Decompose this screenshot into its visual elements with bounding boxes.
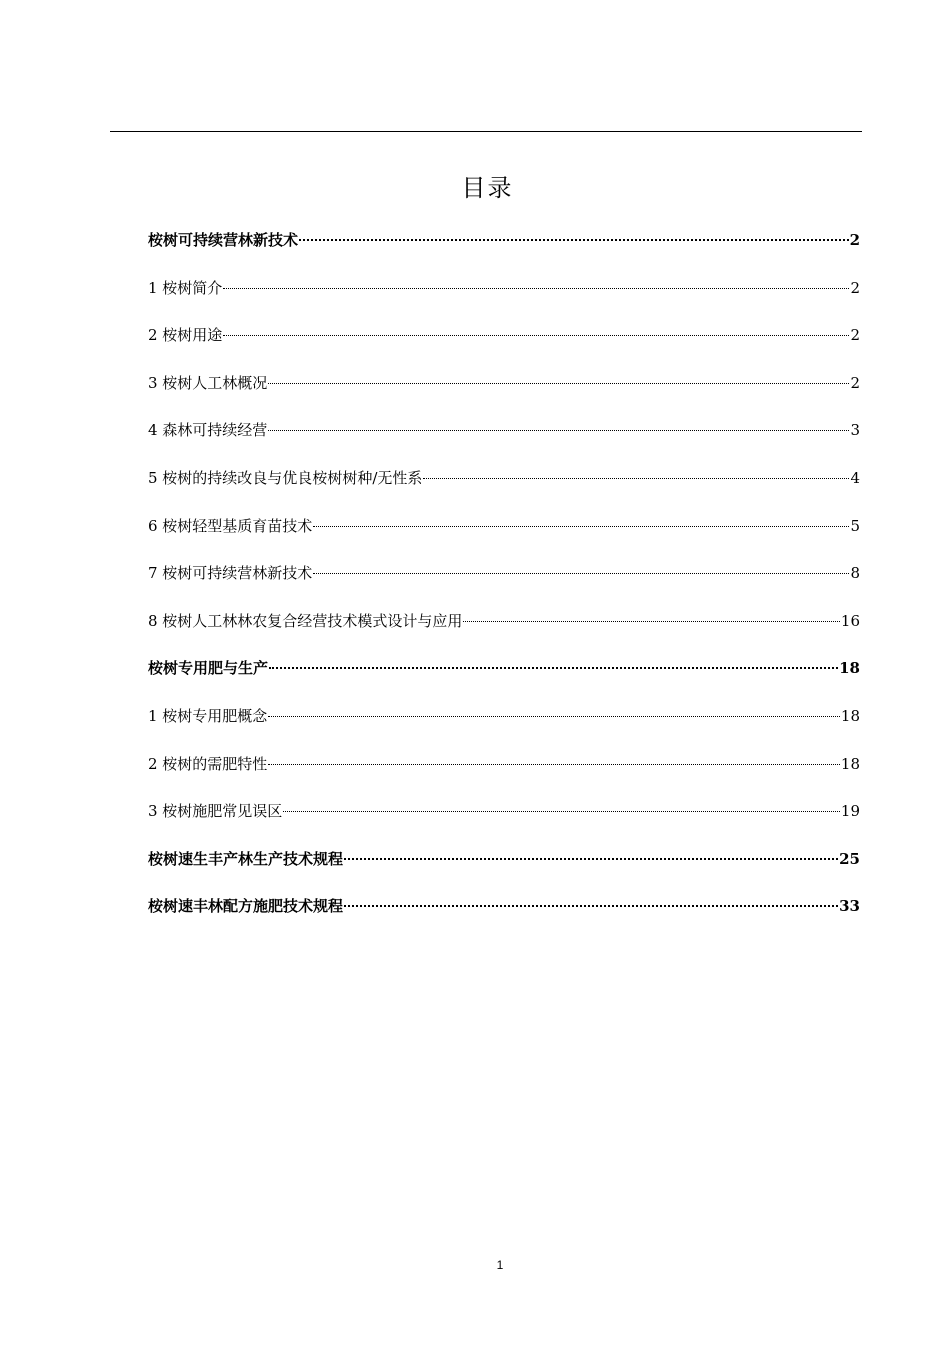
toc-entry-label: 桉树速生丰产林生产技术规程 xyxy=(148,849,344,868)
toc-entry[interactable] xyxy=(148,321,860,369)
toc-entry-page: 25 xyxy=(839,849,860,868)
toc-dot-leader xyxy=(283,811,840,812)
toc-entry-label: 3 桉树人工林概况 xyxy=(148,373,268,392)
toc-entry-page: 2 xyxy=(850,373,860,392)
toc-dot-leader xyxy=(269,667,838,669)
toc-entry-label: 桉树速丰林配方施肥技术规程 xyxy=(148,897,344,916)
toc-entry-label: 3 桉树施肥常见误区 xyxy=(148,802,283,821)
toc-entry-page: 2 xyxy=(849,231,860,249)
toc-entry[interactable] xyxy=(148,226,860,274)
toc-entry[interactable] xyxy=(148,274,860,322)
toc-entry[interactable] xyxy=(148,845,860,893)
toc-dot-leader xyxy=(268,716,840,717)
toc-dot-leader xyxy=(223,335,849,336)
toc-entry-label: 2 桉树的需肥特性 xyxy=(148,754,268,773)
toc-entry-label: 4 森林可持续经营 xyxy=(148,421,268,440)
toc-entry[interactable] xyxy=(148,369,860,417)
toc-entry-label: 8 桉树人工林林农复合经营技术模式设计与应用 xyxy=(148,611,463,630)
toc-dot-leader xyxy=(268,764,840,765)
toc-dot-leader xyxy=(344,905,838,907)
toc-entry-page: 2 xyxy=(850,278,860,297)
toc-entry-label: 桉树专用肥与生产 xyxy=(148,659,269,678)
toc-entry[interactable] xyxy=(148,702,860,750)
toc-entry-label: 1 桉树简介 xyxy=(148,278,223,297)
toc-entry[interactable] xyxy=(148,892,860,940)
toc-entry-label: 桉树可持续营林新技术 xyxy=(148,231,299,249)
toc-dot-leader xyxy=(344,858,838,860)
toc-entry-page: 18 xyxy=(840,754,860,773)
toc-entry-label: 1 桉树专用肥概念 xyxy=(148,706,268,725)
toc-entry[interactable] xyxy=(148,512,860,560)
toc-dot-leader xyxy=(313,526,849,527)
toc-entry-page: 19 xyxy=(840,802,860,821)
toc-entry-page: 4 xyxy=(850,468,860,487)
toc-entry-page: 18 xyxy=(840,706,860,725)
toc-entry-page: 3 xyxy=(850,421,860,440)
toc-entry-label: 7 桉树可持续营林新技术 xyxy=(148,564,313,583)
toc-entry[interactable] xyxy=(148,797,860,845)
toc-dot-leader xyxy=(299,239,849,241)
toc-dot-leader xyxy=(223,288,849,289)
toc-entry[interactable] xyxy=(148,559,860,607)
toc-entry-label: 5 桉树的持续改良与优良桉树树种/无性系 xyxy=(148,468,423,487)
toc-dot-leader xyxy=(268,430,849,431)
toc-entry-page: 8 xyxy=(850,564,860,583)
toc-entry[interactable] xyxy=(148,464,860,512)
toc-entry-label: 2 桉树用途 xyxy=(148,326,223,345)
toc-entry-label: 6 桉树轻型基质育苗技术 xyxy=(148,516,313,535)
toc-dot-leader xyxy=(463,621,840,622)
toc-entry[interactable] xyxy=(148,607,860,655)
header-rule xyxy=(110,131,862,132)
toc-entry-page: 18 xyxy=(839,659,860,678)
toc-dot-leader xyxy=(313,573,849,574)
toc-entry-page: 16 xyxy=(840,611,860,630)
table-of-contents xyxy=(148,226,860,940)
page-number: 1 xyxy=(496,1258,504,1272)
toc-entry-page: 2 xyxy=(850,326,860,345)
toc-entry-page: 5 xyxy=(850,516,860,535)
toc-dot-leader xyxy=(423,478,849,479)
toc-title: 目录 xyxy=(461,174,514,202)
toc-entry[interactable] xyxy=(148,416,860,464)
toc-entry[interactable] xyxy=(148,750,860,798)
toc-entry[interactable] xyxy=(148,654,860,702)
toc-entry-page: 33 xyxy=(839,897,860,916)
toc-dot-leader xyxy=(268,383,849,384)
